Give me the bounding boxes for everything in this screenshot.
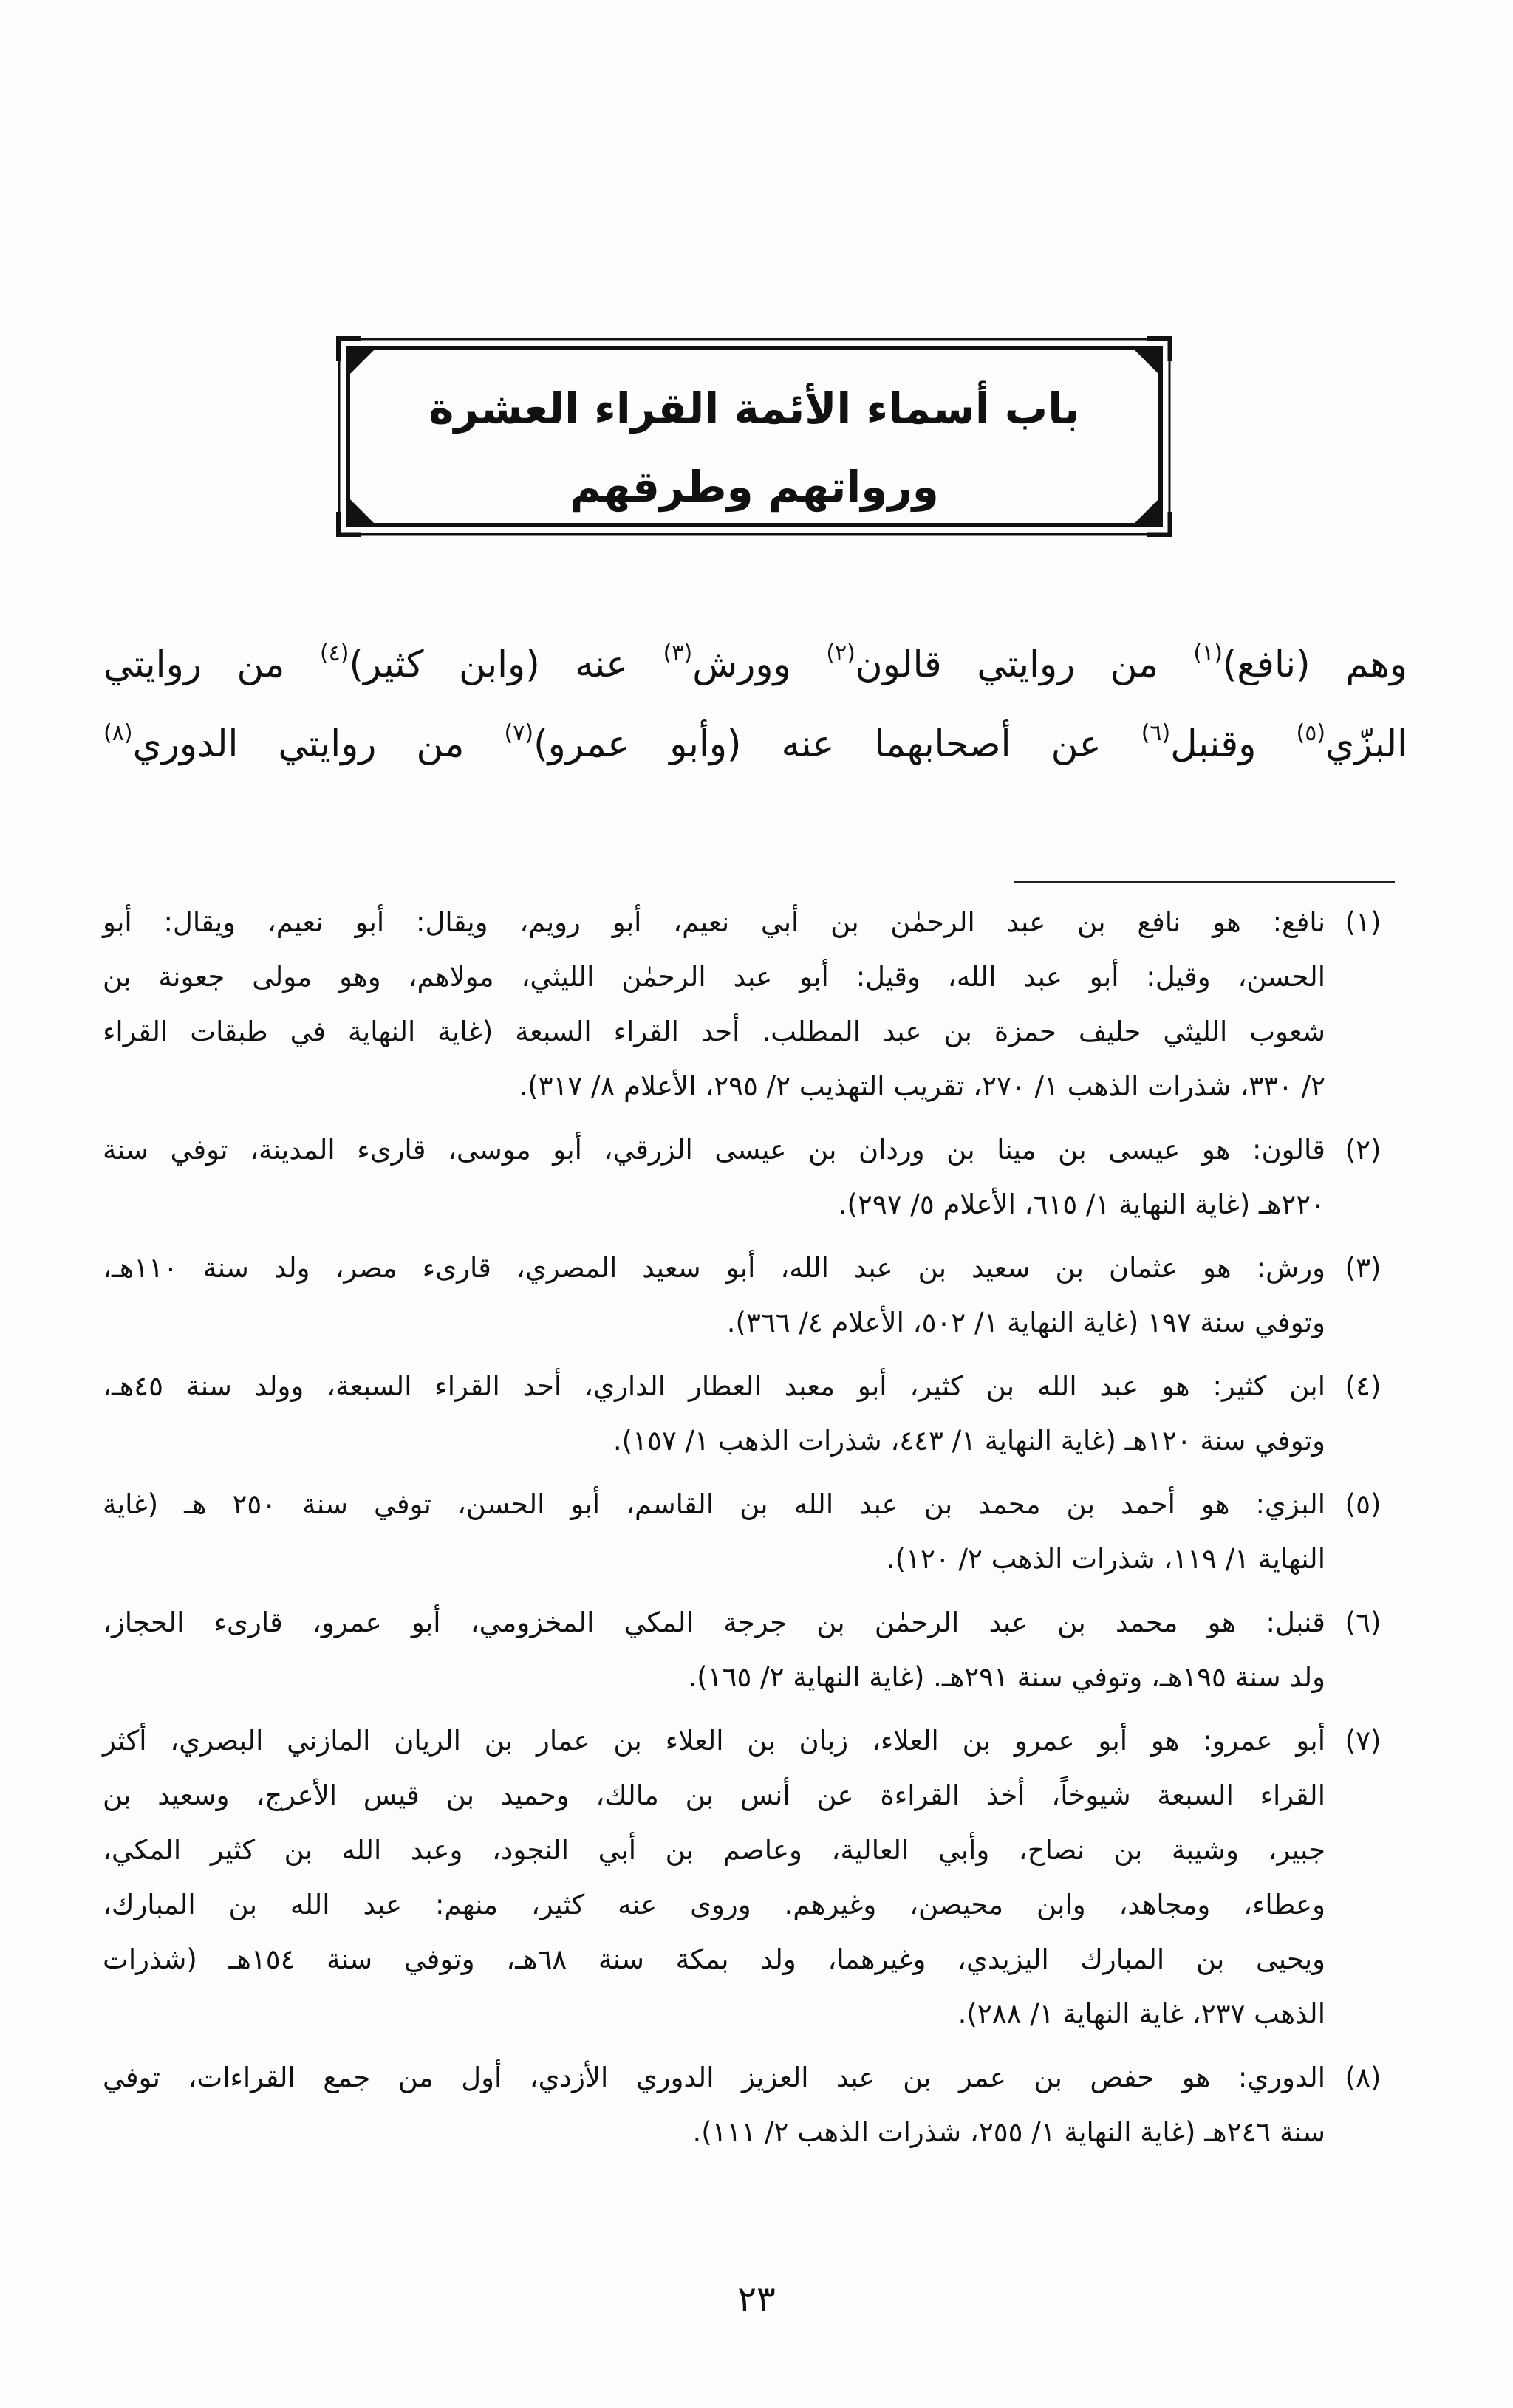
chapter-heading [336, 336, 1172, 537]
footnote-ref-marker: (١) [1193, 640, 1223, 666]
text-segment: من روايتي قالون [855, 643, 1194, 685]
footnote-ref-marker: (٢) [826, 640, 855, 666]
text-segment: عنه (وابن كثير) [349, 643, 663, 685]
main-text [103, 624, 1407, 784]
footnote-line: ولد سنة ١٩٥هـ، وتوفي سنة ٢٩١هـ. (غاية النهاية ٢/ ١٦٥). [688, 1661, 1325, 1693]
footnote-5 [103, 1477, 1395, 1587]
footnote-body [103, 1241, 1325, 1350]
footnote-line: الدوري: هو حفص بن عمر بن عبد العزيز الدوري الأزدي، أول من جمع القراءات، توفي [103, 2062, 1325, 2093]
footnote-line: النهاية ١/ ١١٩، شذرات الذهب ٢/ ١٢٠). [886, 1543, 1325, 1575]
footnote-line: قنبل: هو محمد بن عبد الرحمٰن بن جرجة المكي المخزومي، أبو عمرو، قارىء الحجاز، [103, 1607, 1325, 1638]
footnote-body [103, 1477, 1325, 1587]
footnote-line: الحسن، وقيل: أبو عبد الله، وقيل: أبو عبد الرحمٰن الليثي، مولاهم، وهو مولى جعونة بن [103, 961, 1325, 993]
footnote-body [103, 1123, 1325, 1232]
footnote-line: سنة ٢٤٦هـ (غاية النهاية ١/ ٢٥٥، شذرات الذهب ٢/ ١١١). [692, 2116, 1325, 2148]
main-text-line [103, 704, 1407, 784]
footnote-number: (٣) [1345, 1252, 1381, 1284]
footnote-number: (٤) [1345, 1370, 1381, 1402]
footnote-line: الذهب ٢٣٧، غاية النهاية ١/ ٢٨٨). [957, 1998, 1325, 2030]
text-segment: وقنبل [1170, 722, 1297, 765]
footnote-body [103, 895, 1325, 1114]
footnote-ref-marker: (٨) [103, 720, 133, 746]
text-segment: من روايتي الدوري [132, 722, 505, 765]
footnotes [103, 895, 1395, 2169]
text-segment: من روايتي [103, 643, 320, 685]
footnote-ref-marker: (٤) [319, 640, 349, 666]
footnote-1 [103, 895, 1395, 1114]
footnote-body [103, 1595, 1325, 1705]
footnote-number: (٥) [1345, 1488, 1381, 1520]
footnote-line: البزي: هو أحمد بن محمد بن عبد الله بن القاسم، أبو الحسن، توفي سنة ٢٥٠ هـ (غاية [103, 1488, 1326, 1520]
footnote-ref-marker: (٣) [663, 640, 693, 666]
footnote-7 [103, 1714, 1395, 2042]
footnote-line: ٢/ ٣٣٠، شذرات الذهب ١/ ٢٧٠، تقريب التهذيب ٢/ ٢٩٥، الأعلام ٨/ ٣١٧). [519, 1070, 1325, 1102]
page-number: ٢٣ [737, 2279, 776, 2320]
footnote-line: جبير، وشيبة بن نصاح، وأبي العالية، وعاصم بن أبي النجود، وعبد الله بن كثير المكي، [103, 1834, 1325, 1866]
footnote-line: ٢٢٠هـ (غاية النهاية ١/ ٦١٥، الأعلام ٥/ ٢٩٧). [838, 1188, 1325, 1220]
heading-line-1: باب أسماء الأئمة القراء العشرة [428, 383, 1080, 434]
footnote-line: وتوفي سنة ١٢٠هـ (غاية النهاية ١/ ٤٤٣، شذرات الذهب ١/ ١٥٧). [612, 1425, 1325, 1457]
footnote-line: قالون: هو عيسى بن مينا بن وردان بن عيسى الزرقي، أبو موسى، قارىء المدينة، توفي سنة [103, 1134, 1325, 1166]
footnote-ref-marker: (٧) [504, 720, 534, 746]
footnote-body [103, 1359, 1325, 1468]
footnote-body [103, 1714, 1325, 2042]
footnote-2 [103, 1123, 1395, 1232]
footnote-4 [103, 1359, 1395, 1468]
footnote-number: (٧) [1345, 1725, 1381, 1757]
footnote-line: ورش: هو عثمان بن سعيد بن عبد الله، أبو سعيد المصري، قارىء مصر، ولد سنة ١١٠هـ، [103, 1252, 1325, 1284]
footnote-line: وتوفي سنة ١٩٧ (غاية النهاية ١/ ٥٠٢، الأعلام ٤/ ٣٦٦). [726, 1307, 1325, 1338]
footnote-ref-marker: (٦) [1141, 720, 1171, 746]
footnote-number: (١) [1345, 906, 1381, 938]
heading-text [336, 336, 1172, 526]
footnote-3 [103, 1241, 1395, 1350]
footnote-line: ابن كثير: هو عبد الله بن كثير، أبو معبد العطار الداري، أحد القراء السبعة، وولد سنة ٤٥هـ، [103, 1370, 1325, 1402]
footnote-line: أبو عمرو: هو أبو عمرو بن العلاء، زبان بن العلاء بن عمار بن الريان المازني البصري، أكثر [103, 1725, 1325, 1757]
footnote-line: شعوب الليثي حليف حمزة بن عبد المطلب. أحد القراء السبعة (غاية النهاية في طبقات القراء [103, 1016, 1325, 1047]
footnote-line: القراء السبعة شيوخاً، أخذ القراءة عن أنس بن مالك، وحميد بن قيس الأعرج، وسعيد بن [103, 1779, 1325, 1811]
footnote-body [103, 2050, 1325, 2160]
text-segment: وهم (نافع) [1222, 643, 1407, 685]
footnote-number: (٢) [1345, 1134, 1381, 1166]
footnote-ref-marker: (٥) [1296, 720, 1326, 746]
footnote-8 [103, 2050, 1395, 2160]
text-segment: وورش [692, 643, 827, 685]
footnote-6 [103, 1595, 1395, 1705]
footnote-number: (٨) [1345, 2062, 1381, 2093]
text-segment: البزّي [1325, 722, 1408, 765]
footnote-line: وعطاء، ومجاهد، وابن محيصن، وغيرهم. وروى عنه كثير، منهم: عبد الله بن المبارك، [103, 1889, 1325, 1920]
heading-line-2: ورواتهم وطرقهم [570, 462, 939, 512]
footnote-line: نافع: هو نافع بن عبد الرحمٰن بن أبي نعيم، أبو رويم، ويقال: أبو نعيم، ويقال: أبو [103, 906, 1325, 938]
footnote-separator [1014, 881, 1395, 883]
text-segment: عن أصحابهما عنه (وأبو عمرو) [533, 722, 1141, 765]
main-text-line [103, 624, 1407, 704]
footnote-line: ويحيى بن المبارك اليزيدي، وغيرهما، ولد بمكة سنة ٦٨هـ، وتوفي سنة ١٥٤هـ (شذرات [103, 1943, 1326, 1975]
footnote-number: (٦) [1345, 1607, 1381, 1638]
